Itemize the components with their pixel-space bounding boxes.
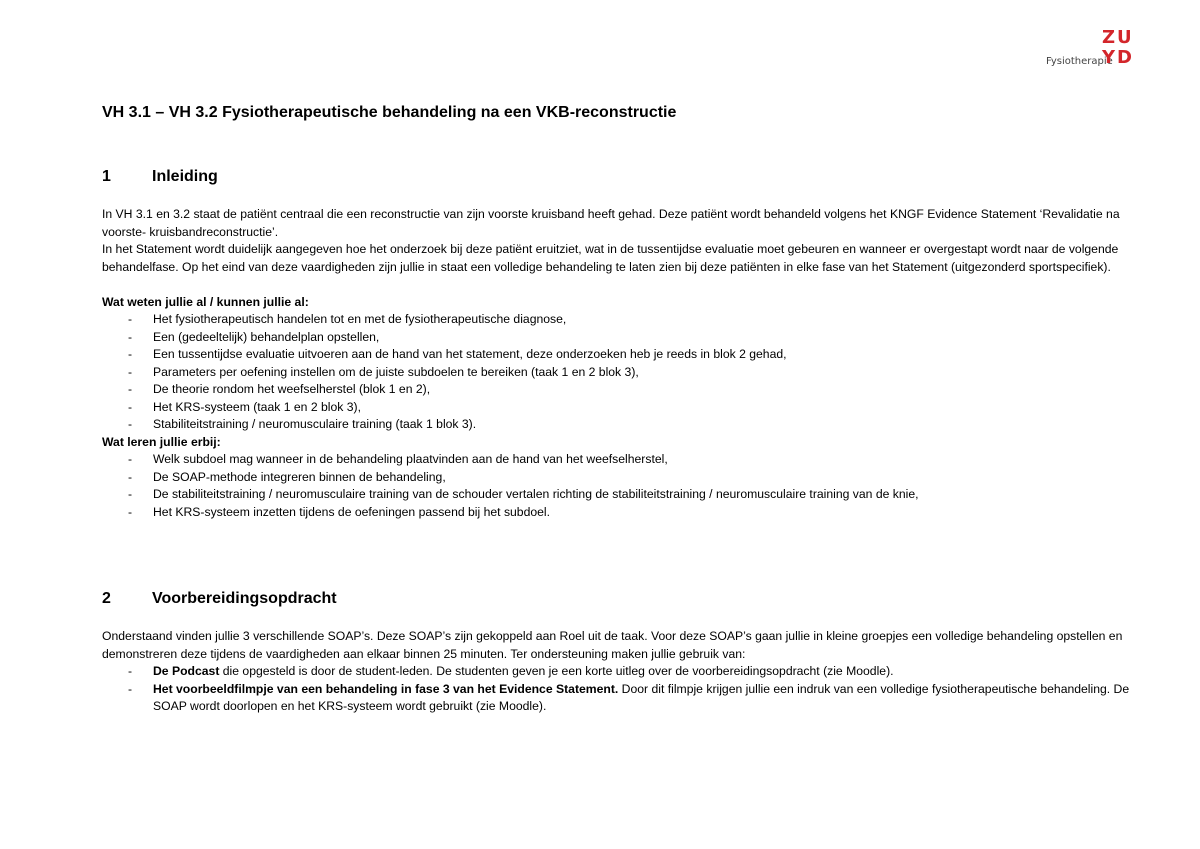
list-item: - Welk subdoel mag wanneer in de behandeling plaatvinden aan de hand van het weefselherstel, [102, 451, 1132, 469]
learn-list [102, 451, 1132, 521]
section-2-heading [102, 590, 337, 608]
known-label: Wat weten jullie al / kunnen jullie al: [102, 294, 309, 309]
list-item [102, 663, 1132, 681]
list-item [102, 681, 1132, 716]
known-list [102, 311, 1132, 434]
list-item: - Het fysiotherapeutisch handelen tot en met de fysiotherapeutische diagnose, [102, 311, 1132, 329]
resources-list [102, 663, 1132, 716]
list-item: - Parameters per oefening instellen om de juiste subdoelen te bereiken (taak 1 en 2 blok 3), [102, 364, 1132, 382]
logo-mark-line2: YD [1102, 47, 1134, 68]
section-number: 1 [102, 168, 111, 185]
section-title: Voorbereidingsopdracht [152, 590, 337, 607]
section-1-body [102, 206, 1132, 521]
list-item: - Het KRS-systeem inzetten tijdens de oefeningen passend bij het subdoel. [102, 504, 1132, 522]
resource-title: Het voorbeeldfilmpje van een behandeling in fase 3 van het Evidence Statement. [153, 681, 619, 696]
document-title: VH 3.1 – VH 3.2 Fysiotherapeutische behandeling na een VKB-reconstructie [102, 104, 677, 121]
list-item: - Het KRS-systeem (taak 1 en 2 blok 3), [102, 399, 1132, 417]
list-item: - De stabiliteitstraining / neuromusculaire training van de schouder vertalen richting de stabiliteitstraining / neuromusculaire training van de knie, [102, 486, 1132, 504]
section-2-intro: Onderstaand vinden jullie 3 verschillende SOAP’s. Deze SOAP’s zijn gekoppeld aan Roel uit de taak. Voor deze SOAP’s gaan jullie in kleine groepjes een volledige behandeling opstellen en demonstreren deze tijdens de vaardigheden aan elkaar binnen 25 minuten. Ter ondersteuning maken jullie gebruik van: [102, 629, 1123, 661]
logo-mark-line1: ZU [1102, 27, 1134, 48]
resource-title: De Podcast [153, 664, 220, 678]
intro-paragraph-1: In VH 3.1 en 3.2 staat de patiënt centraal die een reconstructie van zijn voorste kruisband heeft gehad. Deze patiënt wordt behandeld volgens het KNGF Evidence Statement ‘Revalidatie na voorste- kruisbandreconstructie’. [102, 207, 1120, 239]
list-item: - Een tussentijdse evaluatie uitvoeren aan de hand van het statement, deze onderzoeken heb je reeds in blok 2 gehad, [102, 346, 1132, 364]
resource-text: Door dit filmpje krijgen jullie een indruk van een volledige fysiotherapeutische behandeling. De SOAP wordt doorlopen en het KRS-systeem wordt gebruikt (zie Moodle). [153, 681, 1130, 713]
logo-subtitle: Fysiotherapie [1046, 56, 1113, 67]
resource-text: die opgesteld is door de student-leden. De studenten geven je een korte uitleg over de voorbereidingsopdracht (zie Moodle). [219, 664, 894, 678]
list-item: - Stabiliteitstraining / neuromusculaire training (taak 1 blok 3). [102, 416, 1132, 434]
intro-paragraph-2: In het Statement wordt duidelijk aangegeven hoe het onderzoek bij deze patiënt eruitziet, wat in de tussentijdse evaluatie moet gebeuren en wanneer er overgestapt wordt naar de volgende behandelfase. Op het eind van deze vaardigheden zijn jullie in staat een volledige behandeling te laten zien bij deze patiënten in elke fase van het Statement (uitgezonderd sportspecifiek). [102, 242, 1119, 274]
zuyd-logo [1046, 28, 1136, 72]
list-item: - De theorie rondom het weefselherstel (blok 1 en 2), [102, 381, 1132, 399]
logo-mark [1102, 28, 1134, 68]
section-title: Inleiding [152, 168, 218, 185]
list-item: - De SOAP-methode integreren binnen de behandeling, [102, 469, 1132, 487]
section-1-heading [102, 168, 218, 186]
list-item: - Een (gedeeltelijk) behandelplan opstellen, [102, 329, 1132, 347]
learn-label: Wat leren jullie erbij: [102, 434, 221, 449]
section-number: 2 [102, 590, 111, 607]
section-2-body [102, 628, 1132, 716]
